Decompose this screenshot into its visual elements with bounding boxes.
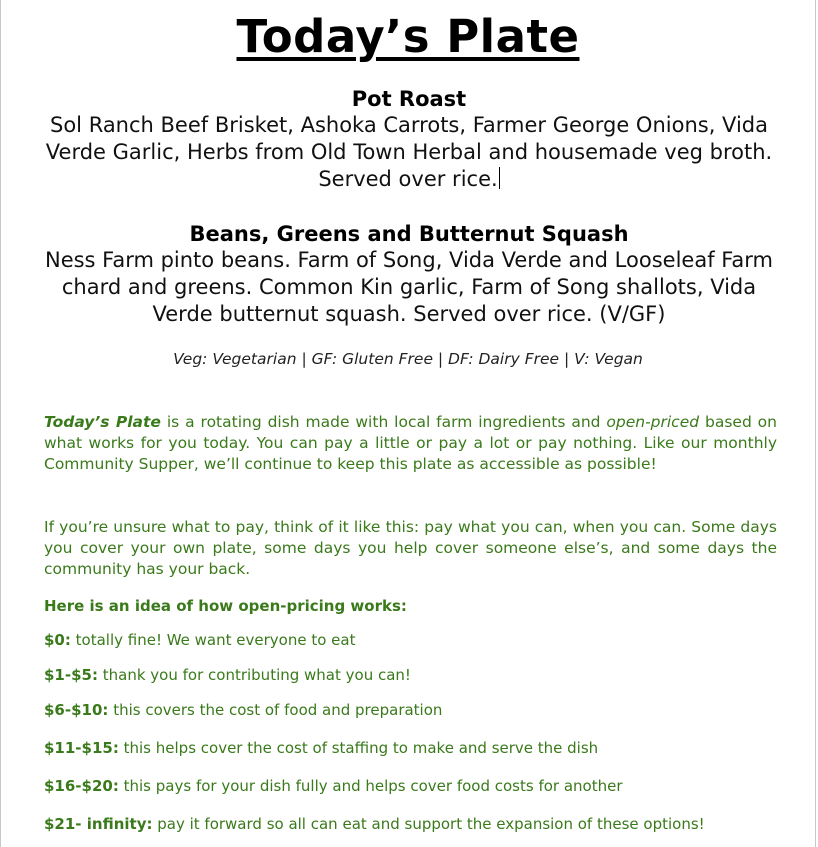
pricing-amount: $6-$10:: [44, 701, 109, 719]
pricing-text: this pays for your dish fully and helps cover food costs for another: [118, 777, 623, 795]
pricing-row: [44, 666, 411, 684]
pricing-row: [44, 777, 623, 795]
pricing-amount: $1-$5:: [44, 666, 98, 684]
dish-description[interactable]: Ness Farm pinto beans. Farm of Song, Vida Verde and Looseleaf Farm chard and greens. Common Kin garlic, Farm of Song shallots, Vida Verde butternut squash. Served over rice. (V/GF): [44, 248, 774, 326]
guidance-paragraph[interactable]: If you’re unsure what to pay, think of it like this: pay what you can, when you can. Some days you cover your own plate, some days you help cover someone else’s, and some days the community has your back.: [44, 518, 777, 578]
pricing-text: thank you for contributing what you can!: [97, 666, 411, 684]
dish-name: Beans, Greens and Butternut Squash: [189, 222, 629, 246]
dietary-legend: Veg: Vegetarian | GF: Gluten Free | DF: Dairy Free | V: Vegan: [173, 350, 643, 368]
page-title: Today’s Plate: [236, 10, 580, 63]
pricing-amount: $11-$15:: [44, 739, 119, 757]
intro-paragraph[interactable]: Today’s Plate is a rotating dish made with local farm ingredients and open-priced based on what works for you today. You can pay a little or pay a lot or pay nothing. Like our monthly Community Supper, we’ll continue to keep this plate as accessible as possible!: [44, 413, 777, 473]
pricing-text: totally fine! We want everyone to eat: [70, 631, 356, 649]
dish-pot-roast: [41, 86, 777, 193]
dish-description[interactable]: Sol Ranch Beef Brisket, Ashoka Carrots, Farmer George Onions, Vida Verde Garlic, Herbs from Old Town Herbal and housemade veg broth. Served over rice.: [45, 113, 773, 191]
pricing-row: [44, 631, 355, 649]
intro-emphasis: open-priced: [606, 413, 700, 431]
text-cursor: [499, 167, 500, 189]
pricing-amount: $16-$20:: [44, 777, 119, 795]
intro-brand: Today’s Plate: [44, 413, 161, 431]
pricing-row: [44, 739, 598, 757]
pricing-heading: Here is an idea of how open-pricing works:: [44, 597, 407, 615]
pricing-amount: $0:: [44, 631, 71, 649]
pricing-row: [44, 815, 705, 833]
dish-name: Pot Roast: [351, 87, 467, 111]
pricing-text: this helps cover the cost of staffing to make and serve the dish: [118, 739, 599, 757]
dish-beans-greens: [41, 221, 777, 328]
pricing-text: pay it forward so all can eat and support the expansion of these options!: [152, 815, 705, 833]
pricing-text: this covers the cost of food and preparation: [108, 701, 443, 719]
pricing-row: [44, 701, 442, 719]
pricing-amount: $21- infinity:: [44, 815, 153, 833]
